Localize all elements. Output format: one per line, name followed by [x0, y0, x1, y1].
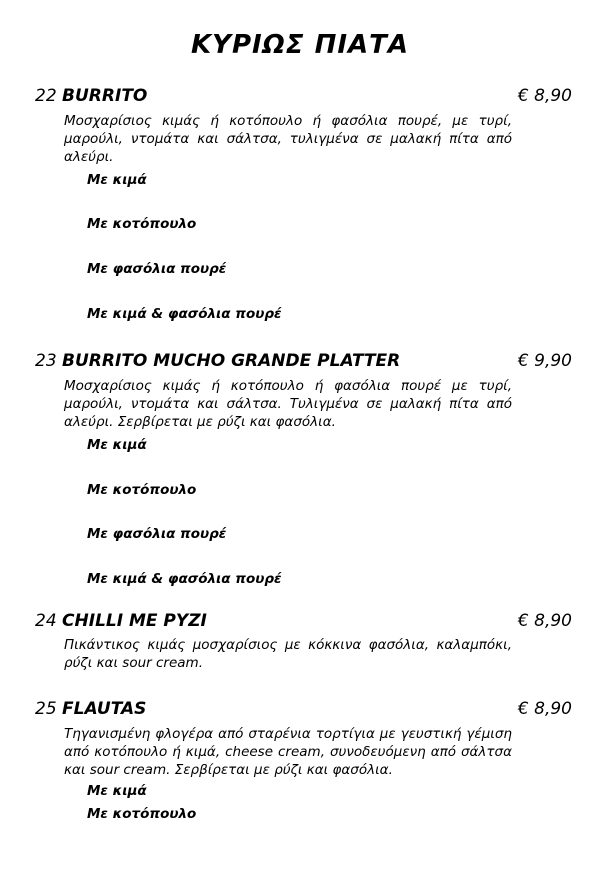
- item-number: 23: [35, 351, 57, 371]
- item-number: 25: [35, 699, 57, 719]
- item-variant: Με φασόλια πουρέ: [87, 526, 227, 542]
- item-variant: Με κιμά: [87, 783, 147, 799]
- item-variant: Με κοτόπουλο: [87, 216, 197, 232]
- menu-item-header: [35, 351, 572, 375]
- item-variant: Με κιμά: [87, 437, 147, 453]
- menu-item-header: [35, 86, 572, 110]
- item-description: Πικάντικος κιμάς μοσχαρίσιος με κόκκινα φασόλια, καλαμπόκι, ρύζι και sour cream.: [64, 637, 512, 671]
- item-variant: Με κιμά & φασόλια πουρέ: [87, 306, 282, 322]
- item-name: BURRITO MUCHO GRANDE PLATTER: [62, 351, 401, 371]
- item-price: € 8,90: [517, 86, 572, 106]
- item-variant: Με φασόλια πουρέ: [87, 261, 227, 277]
- item-price: € 9,90: [517, 351, 572, 371]
- item-variant: Με κοτόπουλο: [87, 806, 197, 822]
- item-variant: Με κοτόπουλο: [87, 482, 197, 498]
- item-number: 22: [35, 86, 57, 106]
- menu-item-header: [35, 699, 572, 723]
- item-description: Τηγανισμένη φλογέρα από σταρένια τορτίγια με γευστική γέμιση από κοτόπουλο ή κιμά, cheese cream, συνοδευόμενη από σάλτσα και sour cream. Σερβίρεται με ρύζι και φασόλια.: [64, 726, 512, 778]
- item-price: € 8,90: [517, 611, 572, 631]
- item-description: Μοσχαρίσιος κιμάς ή κοτόπουλο ή φασόλια πουρέ με τυρί, μαρούλι, ντομάτα και σάλτσα. Τυλιγμένα σε μαλακή πίτα από αλεύρι. Σερβίρεται με ρύζι και φασόλια.: [64, 378, 512, 430]
- item-price: € 8,90: [517, 699, 572, 719]
- item-number: 24: [35, 611, 57, 631]
- item-name: CHILLI ΜΕ ΡΥΖΙ: [62, 611, 207, 631]
- item-variant: Με κιμά & φασόλια πουρέ: [87, 571, 282, 587]
- item-name: BURRITO: [62, 86, 148, 106]
- item-description: Μοσχαρίσιος κιμάς ή κοτόπουλο ή φασόλια πουρέ, με τυρί, μαρούλι, ντομάτα και σάλτσα, τυλιγμένα σε μαλακή πίτα από αλεύρι.: [64, 113, 512, 165]
- item-name: FLAUTAS: [62, 699, 147, 719]
- item-variant: Με κιμά: [87, 172, 147, 188]
- page-title: ΚΥΡΙΩΣ ΠΙΑΤΑ: [190, 30, 410, 60]
- menu-item-header: [35, 611, 572, 635]
